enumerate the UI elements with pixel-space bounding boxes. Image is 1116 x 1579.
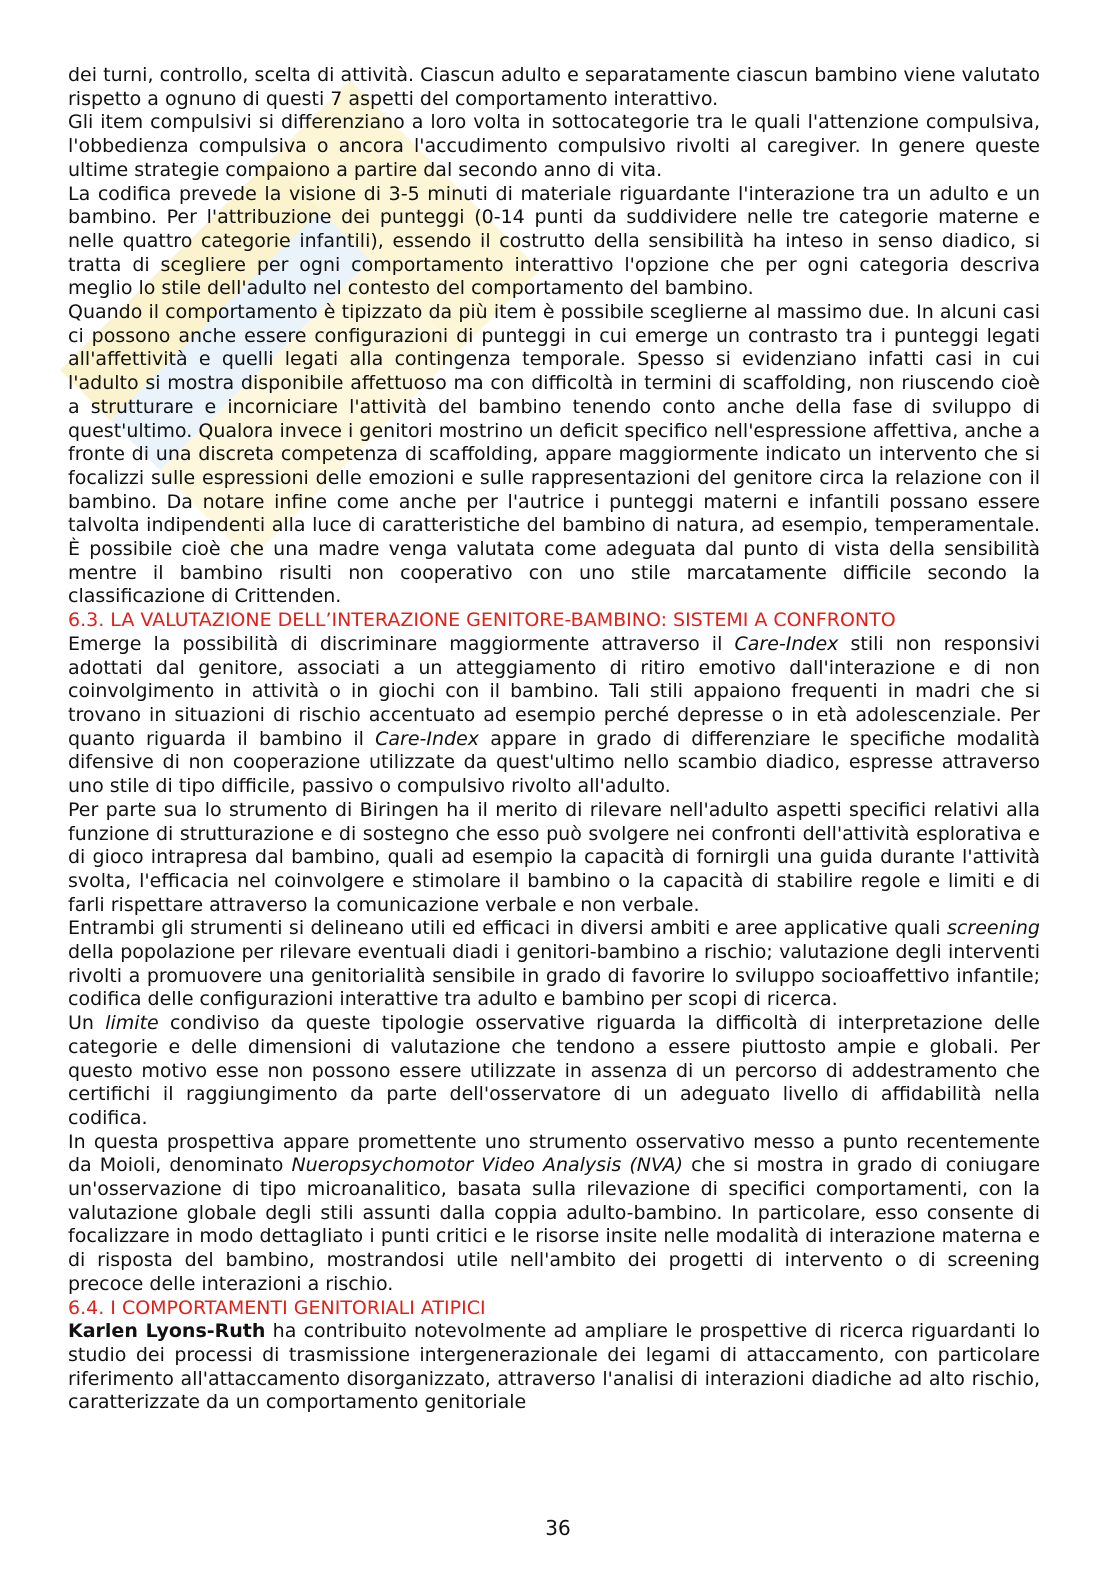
paragraph: Emerge la possibilità di discriminare maggiormente attraverso il Care-Index stili non responsivi adottati dal genitore, associati a un atteggiamento di ritiro emotivo dall'interazione e di non coinvolgimento in attività o in giochi con il bambino. Tali stili appaiono frequenti in madri che si trovano in situazioni di rischio accentuato ad esempio perché depresse o in età adolescenziale. Per quanto riguarda il bambino il Care-Index appare in grado di differenziare le specifiche modalità difensive di non cooperazione utilizzate da quest'ultimo nello scambio diadico, espresse attraverso uno stile di tipo difficile, passivo o compulsivo rivolto all'adulto. [68, 632, 1040, 798]
page-number: 36 [545, 1516, 571, 1540]
paragraph: dei turni, controllo, scelta di attività. Ciascun adulto e separatamente ciascun bambino viene valutato rispetto a ognuno di questi 7 aspetti del comportamento interattivo. [68, 64, 1040, 110]
paragraph: Un limite condiviso da queste tipologie osservative riguarda la difficoltà di interpretazione delle categorie e delle dimensioni di valutazione che tendono a essere piuttosto ampie e globali. Per questo motivo esse non possono essere utilizzate in assenza di un percorso di addestramento che certifichi il raggiungimento da parte dell'osservatore di un adeguato livello di affidabilità nella codifica. [68, 1012, 1040, 1129]
paragraph: La codifica prevede la visione di 3-5 minuti di materiale riguardante l'interazione tra un adulto e un bambino. Per l'attribuzione dei punteggi (0-14 punti da suddividere nelle tre categorie materne e nelle quattro categorie infantili), essendo il costrutto della sensibilità ha inteso in senso diadico, si tratta di scegliere per ogni comportamento interattivo l'opzione che per ogni categoria descriva meglio lo stile dell'adulto nel contesto del comportamento del bambino. [68, 182, 1040, 300]
section-heading-6-4: 6.4. I COMPORTAMENTI GENITORIALI ATIPICI [68, 1296, 486, 1319]
paragraph: In questa prospettiva appare promettente uno strumento osservativo messo a punto recentemente da Moioli, denominato Nueropsychomotor Video Analysis (NVA) che si mostra in grado di coniugare un'osservazione di tipo microanalitico, basata sulla rilevazione di specifici comportamenti, con la valutazione globale degli stili assunti dalla coppia adulto-bambino. In particolare, esso consente di focalizzare in modo dettagliato i punti critici e le risorse insite nelle modalità di interazione materna e di risposta del bambino, mostrandosi utile nell'ambito dei progetti di intervento o di screening precoce delle interazioni a rischio. [68, 1130, 1041, 1295]
paragraph: Per parte sua lo strumento di Biringen ha il merito di rilevare nell'adulto aspetti specifici relativi alla funzione di strutturazione e di sostegno che esso può svolgere nei confronti dell'attività esplorativa e di gioco intrapresa dal bambino, quali ad esempio la capacità di fornirgli una guida durante l'attività svolta, l'efficacia nel coinvolgere e stimolare il bambino o la capacità di stabilire regole e limiti e di farli rispettare attraverso la comunicazione verbale e non verbale. [68, 798, 1040, 916]
paragraph: Karlen Lyons-Ruth ha contribuito notevolmente ad ampliare le prospettive di ricerca riguardanti lo studio dei processi di trasmissione intergenerazionale dei legami di attaccamento, con particolare riferimento all'attaccamento disorganizzato, attraverso l'analisi di interazioni diadiche ad alto rischio, caratterizzate da un comportamento genitoriale [68, 1320, 1040, 1414]
section-heading-6-3: 6.3. LA VALUTAZIONE DELL’INTERAZIONE GENITORE-BAMBINO: SISTEMI A CONFRONTO [68, 609, 896, 632]
paragraph: Gli item compulsivi si differenziano a loro volta in sottocategorie tra le quali l'attenzione compulsiva, l'obbedienza compulsiva o ancora l'accudimento compulsivo rivolti al caregiver. In genere queste ultime strategie compaiono a partire dal secondo anno di vita. [68, 111, 1040, 181]
paragraph: Entrambi gli strumenti si delineano utili ed efficaci in diversi ambiti e aree applicative quali screening della popolazione per rilevare eventuali diadi i genitori-bambino a rischio; valutazione degli interventi rivolti a promuovere una genitorialità sensibile in grado di favorire lo sviluppo socioaffettivo infantile; codifica delle configurazioni interattive tra adulto e bambino per scopi di ricerca. [68, 917, 1040, 1011]
document-body [68, 64, 1040, 1415]
paragraph: Quando il comportamento è tipizzato da più item è possibile sceglierne al massimo due. In alcuni casi ci possono anche essere configurazioni di punteggi in cui emerge un contrasto tra i punteggi legati all'affettività e quelli legati alla contingenza temporale. Spesso si evidenziano infatti casi in cui l'adulto si mostra disponibile affettuoso ma con difficoltà in termini di scaffolding, non riuscendo cioè a strutturare e incorniciare l'attività del bambino tenendo conto anche della fase di sviluppo di quest'ultimo. Qualora invece i genitori mostrino un deficit specifico nell'espressione affettiva, anche a fronte di una discreta competenza di scaffolding, appare maggiormente indicato un intervento che si focalizzi sulle espressioni delle emozioni e sulle rappresentazioni del genitore circa la relazione con il bambino. Da notare infine come anche per l'autrice i punteggi materni e infantili possano essere talvolta indipendenti alla luce di caratteristiche del bambino di natura, ad esempio, temperamentale. È possibile cioè che una madre venga valutata come adeguata dal punto di vista della sensibilità mentre il bambino risulti non cooperativo con uno stile marcatamente difficile secondo la classificazione di Crittenden. [68, 301, 1040, 608]
